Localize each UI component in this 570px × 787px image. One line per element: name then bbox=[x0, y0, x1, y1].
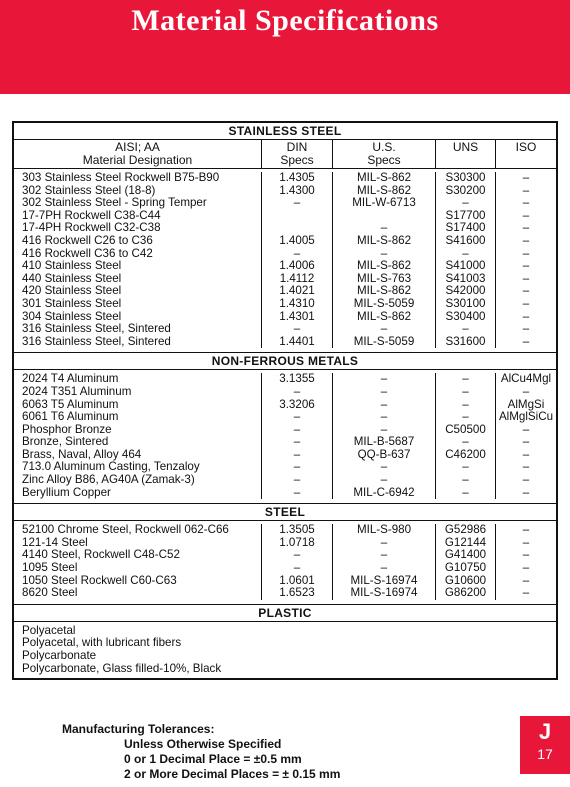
material-spec-table bbox=[12, 121, 558, 680]
designation-cell: 1095 Steel bbox=[14, 562, 262, 575]
iso-cell: – bbox=[522, 309, 530, 323]
us-spec-cell: MIL-S-862 bbox=[333, 235, 436, 248]
iso-cell: – bbox=[522, 246, 530, 260]
table-row bbox=[14, 323, 556, 336]
uns-cell: – bbox=[436, 461, 496, 474]
tolerances-heading: Manufacturing Tolerances: bbox=[62, 722, 215, 736]
uns-cell: G41400 bbox=[436, 549, 496, 562]
table-row bbox=[14, 373, 556, 386]
iso-cell: – bbox=[522, 535, 530, 549]
designation-cell: 410 Stainless Steel bbox=[14, 260, 262, 273]
din-cell: – bbox=[262, 562, 333, 575]
din-cell: – bbox=[262, 461, 333, 474]
designation-cell: 316 Stainless Steel, Sintered bbox=[14, 323, 262, 336]
uns-cell: G10750 bbox=[436, 562, 496, 575]
us-spec-cell: – bbox=[333, 562, 436, 575]
us-spec-cell: MIL-C-6942 bbox=[333, 487, 436, 500]
designation-cell: 121-14 Steel bbox=[14, 537, 262, 550]
uns-cell: – bbox=[436, 197, 496, 210]
iso-cell: – bbox=[522, 183, 530, 197]
designation-cell: 302 Stainless Steel - Spring Temper bbox=[14, 197, 262, 210]
list-item: Polycarbonate bbox=[22, 649, 97, 662]
uns-cell: S30100 bbox=[436, 298, 496, 311]
designation-cell: 713.0 Aluminum Casting, Tenzaloy bbox=[14, 461, 262, 474]
din-cell: 1.4300 bbox=[262, 185, 333, 198]
iso-cell: – bbox=[522, 196, 530, 210]
header-us bbox=[333, 140, 436, 168]
header-uns bbox=[436, 140, 496, 168]
designation-cell: Phosphor Bronze bbox=[14, 424, 262, 437]
table-row bbox=[14, 235, 556, 248]
designation-cell: 303 Stainless Steel Rockwell B75-B90 bbox=[14, 172, 262, 185]
din-cell: 1.4006 bbox=[262, 260, 333, 273]
din-cell: 1.4112 bbox=[262, 273, 333, 286]
iso-cell: – bbox=[522, 460, 530, 474]
us-spec-cell: MIL-S-862 bbox=[333, 311, 436, 324]
us-spec-cell: MIL-S-980 bbox=[333, 524, 436, 537]
designation-cell: Zinc Alloy B86, AG40A (Zamak-3) bbox=[14, 474, 262, 487]
din-cell: – bbox=[262, 449, 333, 462]
iso-cell: – bbox=[522, 573, 530, 587]
uns-cell: – bbox=[436, 436, 496, 449]
designation-cell: 2024 T4 Aluminum bbox=[14, 373, 262, 386]
iso-cell: – bbox=[522, 334, 530, 348]
table-header bbox=[14, 140, 556, 169]
uns-cell: S42000 bbox=[436, 285, 496, 298]
us-spec-cell: – bbox=[333, 222, 436, 235]
uns-cell: S30300 bbox=[436, 172, 496, 185]
designation-cell: 17-4PH Rockwell C32-C38 bbox=[14, 222, 262, 235]
din-cell: 1.4401 bbox=[262, 336, 333, 349]
tolerances-subheading: Unless Otherwise Specified bbox=[124, 737, 282, 751]
us-spec-cell: MIL-S-763 bbox=[333, 273, 436, 286]
us-spec-cell: MIL-S-5059 bbox=[333, 336, 436, 349]
table-row bbox=[14, 172, 556, 185]
table-row bbox=[14, 424, 556, 437]
designation-cell: 6061 T6 Aluminum bbox=[14, 411, 262, 424]
table-row bbox=[14, 587, 556, 600]
iso-cell: – bbox=[522, 284, 530, 298]
us-spec-cell: QQ-B-637 bbox=[333, 449, 436, 462]
uns-cell: – bbox=[436, 248, 496, 261]
uns-cell: – bbox=[436, 373, 496, 386]
din-cell: 1.6523 bbox=[262, 587, 333, 600]
section-tab-letter: J bbox=[538, 719, 552, 744]
table-row bbox=[14, 260, 556, 273]
table-row bbox=[14, 336, 556, 349]
din-cell: – bbox=[262, 197, 333, 210]
uns-cell: G12144 bbox=[436, 537, 496, 550]
uns-cell: – bbox=[436, 399, 496, 412]
us-spec-cell: – bbox=[333, 537, 436, 550]
iso-cell: – bbox=[522, 435, 530, 449]
us-spec-cell: MIL-S-862 bbox=[333, 285, 436, 298]
plastic-rows bbox=[14, 622, 556, 678]
iso-cell: – bbox=[522, 296, 530, 310]
iso-cell: – bbox=[522, 322, 530, 336]
designation-cell: 416 Rockwell C36 to C42 bbox=[14, 248, 262, 261]
din-cell: – bbox=[262, 487, 333, 500]
designation-cell: 8620 Steel bbox=[14, 587, 262, 600]
table-row bbox=[14, 562, 556, 575]
iso-cell: – bbox=[522, 171, 530, 184]
designation-cell: 420 Stainless Steel bbox=[14, 285, 262, 298]
us-spec-cell: – bbox=[333, 386, 436, 399]
section-tab bbox=[520, 716, 570, 774]
din-cell: 1.4301 bbox=[262, 311, 333, 324]
din-cell: 1.0601 bbox=[262, 575, 333, 588]
designation-cell: Bronze, Sintered bbox=[14, 436, 262, 449]
us-spec-cell: MIL-S-16974 bbox=[333, 575, 436, 588]
designation-cell: 52100 Chrome Steel, Rockwell 062-C66 bbox=[14, 524, 262, 537]
din-cell: 3.1355 bbox=[262, 373, 333, 386]
iso-cell: – bbox=[522, 422, 530, 436]
din-cell: 3.3206 bbox=[262, 399, 333, 412]
din-cell: 1.4305 bbox=[262, 172, 333, 185]
iso-cell: AlCu4Mgl bbox=[500, 372, 552, 386]
designation-cell: Brass, Naval, Alloy 464 bbox=[14, 449, 262, 462]
din-cell: 1.0718 bbox=[262, 537, 333, 550]
table-row bbox=[14, 449, 556, 462]
header-iso bbox=[496, 140, 556, 168]
iso-cell: – bbox=[522, 523, 530, 537]
iso-cell: – bbox=[522, 384, 530, 398]
table-row bbox=[14, 311, 556, 324]
designation-cell: 17-7PH Rockwell C38-C44 bbox=[14, 210, 262, 223]
din-cell: – bbox=[262, 424, 333, 437]
us-spec-cell: – bbox=[333, 373, 436, 386]
din-cell: – bbox=[262, 323, 333, 336]
designation-cell: 2024 T351 Aluminum bbox=[14, 386, 262, 399]
us-spec-cell: MIL-W-6713 bbox=[333, 197, 436, 210]
designation-cell: 1050 Steel Rockwell C60-C63 bbox=[14, 575, 262, 588]
uns-cell: S30400 bbox=[436, 311, 496, 324]
table-row bbox=[14, 461, 556, 474]
list-item: Polycarbonate, Glass filled-10%, Black bbox=[22, 661, 222, 675]
designation-cell: 440 Stainless Steel bbox=[14, 273, 262, 286]
non-ferrous-rows bbox=[14, 370, 556, 503]
stainless-steel-rows bbox=[14, 169, 556, 352]
uns-cell: S17700 bbox=[436, 210, 496, 223]
header-din-text: DIN Specs bbox=[280, 140, 314, 167]
din-cell: – bbox=[262, 386, 333, 399]
uns-cell: S41600 bbox=[436, 235, 496, 248]
designation-cell: 416 Rockwell C26 to C36 bbox=[14, 235, 262, 248]
list-item: Polyacetal bbox=[22, 623, 76, 637]
tolerance-line-1: 0 or 1 Decimal Place = ±0.5 mm bbox=[124, 752, 302, 766]
us-spec-cell: MIL-B-5687 bbox=[333, 436, 436, 449]
us-spec-cell: MIL-S-862 bbox=[333, 172, 436, 185]
table-row bbox=[14, 474, 556, 487]
title-banner bbox=[0, 0, 570, 94]
us-spec-cell: – bbox=[333, 323, 436, 336]
table-row bbox=[14, 298, 556, 311]
table-row bbox=[14, 185, 556, 198]
table-row bbox=[14, 399, 556, 412]
uns-cell: C46200 bbox=[436, 449, 496, 462]
designation-cell: 6063 T5 Aluminum bbox=[14, 399, 262, 412]
section-title-steel: STEEL bbox=[14, 503, 556, 521]
us-spec-cell: – bbox=[333, 399, 436, 412]
designation-cell: Beryllium Copper bbox=[14, 487, 262, 500]
us-spec-cell: – bbox=[333, 461, 436, 474]
uns-cell: S41000 bbox=[436, 260, 496, 273]
iso-cell: – bbox=[522, 485, 530, 499]
table-row bbox=[14, 524, 556, 537]
iso-cell: – bbox=[522, 271, 530, 285]
uns-cell: S30200 bbox=[436, 185, 496, 198]
iso-cell: – bbox=[522, 259, 530, 273]
iso-cell: AlMglSiCu bbox=[498, 410, 554, 424]
page-title: Material Specifications bbox=[131, 4, 439, 37]
us-spec-cell: MIL-S-862 bbox=[333, 185, 436, 198]
din-cell: – bbox=[262, 549, 333, 562]
iso-cell: – bbox=[522, 548, 530, 562]
us-spec-cell: MIL-S-5059 bbox=[333, 298, 436, 311]
uns-cell: – bbox=[436, 323, 496, 336]
uns-cell: G86200 bbox=[436, 587, 496, 600]
din-cell bbox=[262, 210, 333, 223]
iso-cell: – bbox=[522, 233, 530, 247]
uns-cell: – bbox=[436, 386, 496, 399]
us-spec-cell: – bbox=[333, 248, 436, 261]
uns-cell: S31600 bbox=[436, 336, 496, 349]
designation-cell: 302 Stainless Steel (18-8) bbox=[14, 185, 262, 198]
us-spec-cell: – bbox=[333, 474, 436, 487]
uns-cell: S41003 bbox=[436, 273, 496, 286]
uns-cell: – bbox=[436, 487, 496, 500]
header-iso-text: ISO bbox=[515, 140, 537, 154]
us-spec-cell: MIL-S-16974 bbox=[333, 587, 436, 600]
list-item: Polyacetal, with lubricant fibers bbox=[22, 636, 182, 650]
uns-cell: – bbox=[436, 474, 496, 487]
din-cell: 1.3505 bbox=[262, 524, 333, 537]
us-spec-cell: – bbox=[333, 424, 436, 437]
steel-rows bbox=[14, 521, 556, 604]
din-cell: 1.4310 bbox=[262, 298, 333, 311]
us-spec-cell: MIL-S-862 bbox=[333, 260, 436, 273]
table-row bbox=[14, 197, 556, 210]
iso-cell: – bbox=[522, 221, 530, 235]
designation-cell: 316 Stainless Steel, Sintered bbox=[14, 336, 262, 349]
designation-cell: 301 Stainless Steel bbox=[14, 298, 262, 311]
page-number: 17 bbox=[537, 746, 553, 762]
iso-cell: – bbox=[522, 561, 530, 575]
din-cell: – bbox=[262, 248, 333, 261]
table-row bbox=[14, 386, 556, 399]
uns-cell: S17400 bbox=[436, 222, 496, 235]
table-row bbox=[14, 436, 556, 449]
manufacturing-tolerances bbox=[62, 722, 340, 782]
uns-cell: G10600 bbox=[436, 575, 496, 588]
header-designation-text: AISI; AA Material Designation bbox=[82, 140, 193, 167]
us-spec-cell: – bbox=[333, 549, 436, 562]
din-cell: 1.4005 bbox=[262, 235, 333, 248]
designation-cell: 304 Stainless Steel bbox=[14, 311, 262, 324]
din-cell: 1.4021 bbox=[262, 285, 333, 298]
section-title-non-ferrous: NON-FERROUS METALS bbox=[14, 352, 556, 370]
tolerance-line-2: 2 or More Decimal Places = ± 0.15 mm bbox=[124, 767, 341, 781]
iso-cell: AlMgSi bbox=[507, 397, 545, 411]
din-cell: – bbox=[262, 411, 333, 424]
din-cell: – bbox=[262, 474, 333, 487]
uns-cell: C50500 bbox=[436, 424, 496, 437]
iso-cell: – bbox=[522, 208, 530, 222]
section-title-plastic: PLASTIC bbox=[14, 604, 556, 622]
iso-cell: – bbox=[522, 586, 530, 600]
iso-cell: – bbox=[522, 447, 530, 461]
designation-cell: 4140 Steel, Rockwell C48-C52 bbox=[14, 549, 262, 562]
us-spec-cell: – bbox=[333, 411, 436, 424]
header-uns-text: UNS bbox=[452, 140, 479, 154]
din-cell: – bbox=[262, 436, 333, 449]
header-us-text: U.S. Specs bbox=[367, 140, 401, 167]
iso-cell: – bbox=[522, 473, 530, 487]
header-designation bbox=[14, 140, 262, 168]
section-title-stainless-steel: STAINLESS STEEL bbox=[14, 123, 556, 140]
table-row bbox=[14, 487, 556, 500]
uns-cell: G52986 bbox=[436, 524, 496, 537]
table-row bbox=[14, 411, 556, 424]
uns-cell: – bbox=[436, 411, 496, 424]
header-din bbox=[262, 140, 333, 168]
